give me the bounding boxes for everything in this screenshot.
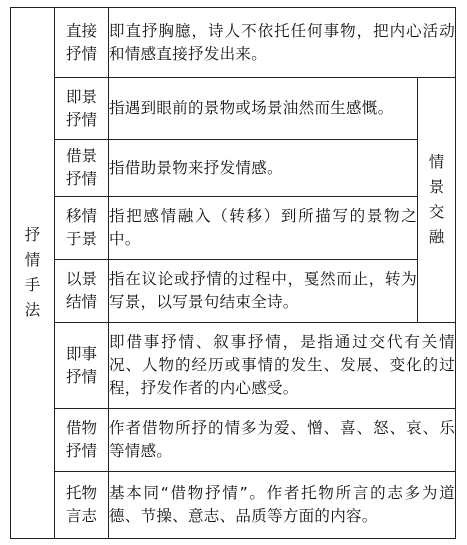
side-label-char: 交 <box>428 203 445 221</box>
definition-cell: 指遇到眼前的景物或场景油然而生感慨。 <box>109 78 418 140</box>
table-row <box>11 78 456 140</box>
definition-cell: 即直抒胸臆，诗人不依托任何事物，把内心活动和情感直接抒发出来。 <box>109 8 456 78</box>
main-label-char: 手 <box>24 276 41 294</box>
side-label-char: 景 <box>428 178 445 196</box>
term-cell: 即景抒情 <box>55 78 109 140</box>
table-row <box>11 260 456 323</box>
side-label-char: 情 <box>428 153 445 171</box>
main-label-char: 法 <box>24 301 41 319</box>
side-label-char: 融 <box>428 228 445 246</box>
table-row <box>11 8 456 78</box>
table-row <box>11 472 456 539</box>
definition-cell: 指借助景物来抒发情感。 <box>109 140 418 197</box>
term-cell: 借物抒情 <box>55 409 109 472</box>
main-label-char: 抒 <box>24 226 41 244</box>
table-container <box>10 7 456 538</box>
table-row <box>11 197 456 260</box>
term-cell: 托物言志 <box>55 472 109 539</box>
table-row <box>11 409 456 472</box>
definition-cell: 即借事抒情、叙事抒情，是指通过交代有关情况、人物的经历或事情的发生、发展、变化的过程，抒发作者的内心感受。 <box>109 323 456 409</box>
term-cell: 移情于景 <box>55 197 109 260</box>
term-cell: 直接抒情 <box>55 8 109 78</box>
term-cell: 以景结情 <box>55 260 109 323</box>
definition-cell: 指在议论或抒情的过程中，戛然而止，转为写景，以写景句结束全诗。 <box>109 260 418 323</box>
table-row <box>11 140 456 197</box>
main-label-char: 情 <box>24 251 41 269</box>
lyric-techniques-table <box>10 7 456 539</box>
definition-cell: 基本同“借物抒情”。作者托物所言的志多为道德、节操、意志、品质等方面的内容。 <box>109 472 456 539</box>
definition-cell: 指把感情融入（转移）到所描写的景物之中。 <box>109 197 418 260</box>
term-cell: 借景抒情 <box>55 140 109 197</box>
main-category-label <box>11 8 55 539</box>
side-category-label <box>418 78 456 323</box>
table-row <box>11 323 456 409</box>
definition-cell: 作者借物所抒的情多为爱、憎、喜、怒、哀、乐等情感。 <box>109 409 456 472</box>
term-cell: 即事抒情 <box>55 323 109 409</box>
